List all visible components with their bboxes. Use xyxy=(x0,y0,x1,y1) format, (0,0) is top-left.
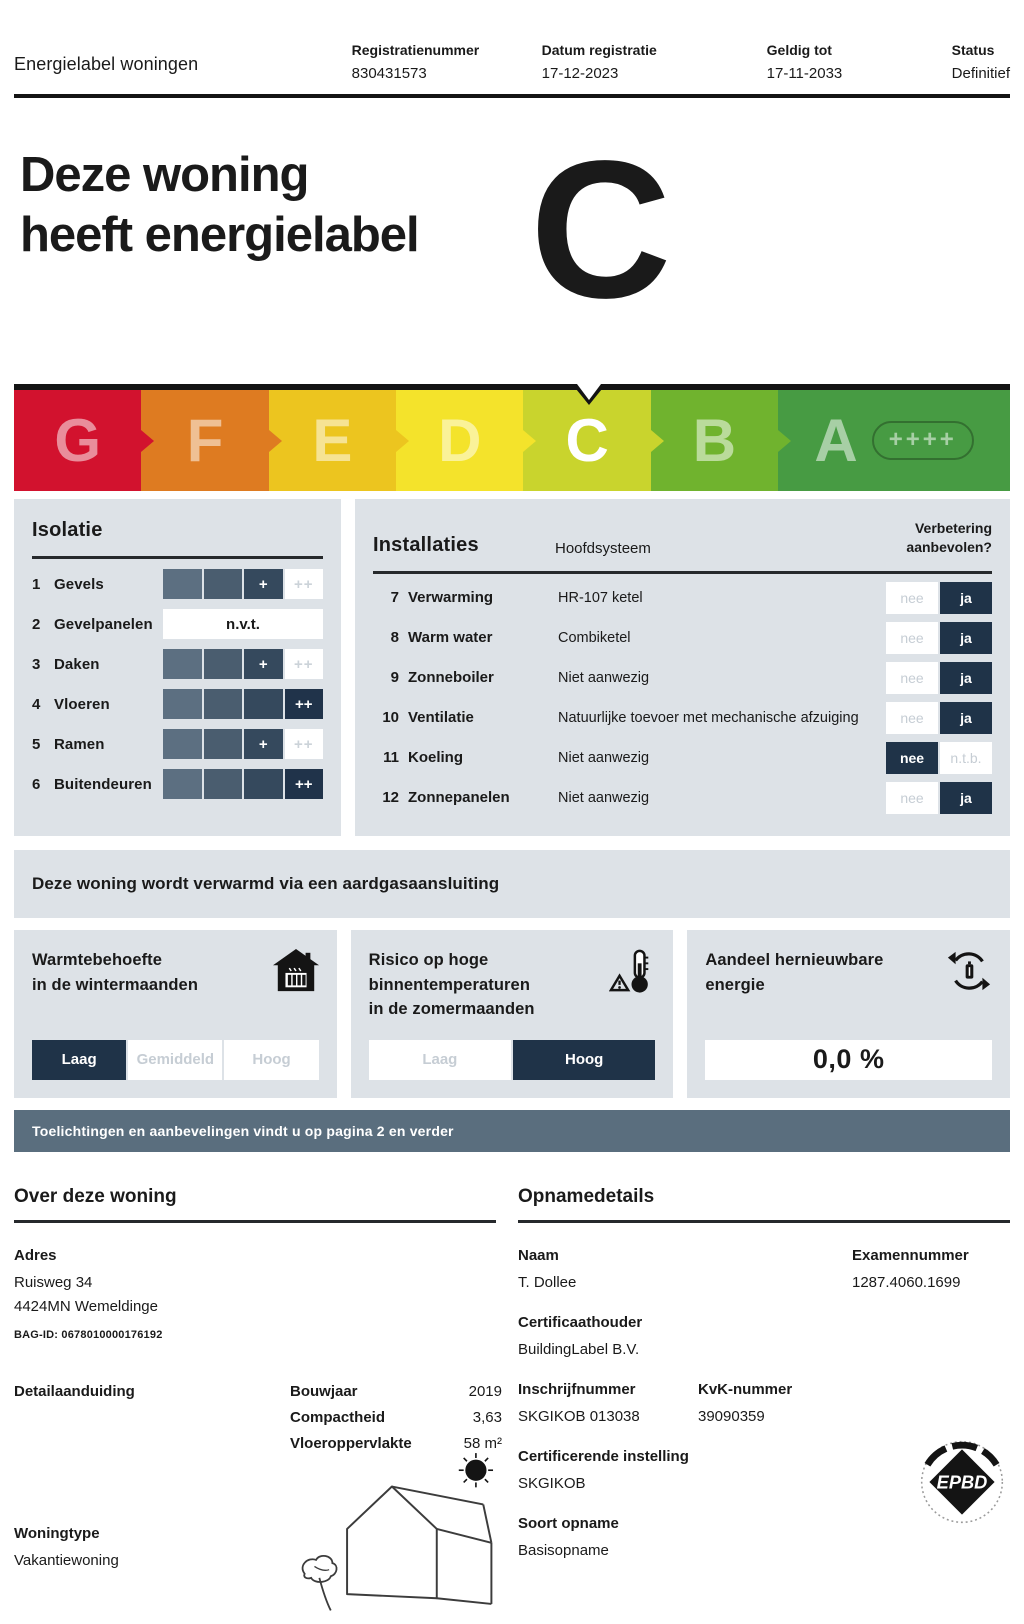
rating-bar xyxy=(163,729,323,759)
installation-row xyxy=(373,662,992,694)
divider xyxy=(32,556,323,559)
column-verbetering: Verbetering aanbevolen? xyxy=(906,520,992,555)
epbd-logo xyxy=(914,1434,1010,1530)
row-number: 8 xyxy=(390,629,399,647)
divider xyxy=(14,1220,496,1223)
row-label: Gevels xyxy=(54,575,104,593)
fact-bouwjaar xyxy=(290,1383,502,1400)
scale-letter: F xyxy=(186,407,224,474)
scale-segment-E xyxy=(269,390,396,491)
box-title-line: Aandeel hernieuwbare xyxy=(705,950,884,969)
field-value: 17-12-2023 xyxy=(541,65,619,82)
insulation-title: Isolatie xyxy=(32,519,103,541)
woningtype-block xyxy=(14,1525,286,1624)
scale-letter: G xyxy=(54,407,102,474)
energy-scale xyxy=(14,384,1010,491)
box-title xyxy=(32,948,198,998)
row-label: Koeling xyxy=(408,749,463,767)
indicator-laag: Laag xyxy=(32,1040,126,1080)
indicator-ja: ja xyxy=(940,622,992,654)
box-title xyxy=(705,948,883,998)
box-title-line: in de zomermaanden xyxy=(368,1000,535,1019)
indicator-ja: ja xyxy=(940,582,992,614)
page-title-line1: Deze woning xyxy=(20,148,309,202)
row-label: Zonnepanelen xyxy=(408,789,510,807)
hoofdsysteem-value: Niet aanwezig xyxy=(558,789,650,806)
plus-badge: ++++ xyxy=(872,421,974,460)
page-title xyxy=(14,146,1010,266)
rating-bar xyxy=(163,769,323,799)
certificaathouder-block xyxy=(518,1314,1010,1362)
field-label: Status xyxy=(951,42,995,58)
soort-opname-label: Soort opname xyxy=(518,1514,619,1532)
rating-cell xyxy=(163,649,202,679)
rating-bar xyxy=(163,649,323,679)
examennummer-label: Examennummer xyxy=(852,1246,969,1264)
heating-banner: Deze woning wordt verwarmd via een aardgasaansluiting xyxy=(14,850,1010,918)
improvement-indicator xyxy=(886,742,992,774)
adres-label: Adres xyxy=(14,1246,57,1264)
row-number: 7 xyxy=(390,589,399,607)
field-label: Registratienummer xyxy=(351,42,480,58)
scale-letter: D xyxy=(438,407,482,474)
indicator-nee: nee xyxy=(886,622,938,654)
field-label: Geldig tot xyxy=(766,42,832,58)
fact-value: 3,63 xyxy=(472,1408,502,1426)
energy-scale-segments xyxy=(14,390,1010,491)
hoofdsysteem-value: HR-107 ketel xyxy=(558,589,643,606)
certificaathouder-value: BuildingLabel B.V. xyxy=(518,1340,640,1358)
row-label: Vloeren xyxy=(54,695,110,713)
rating-cell xyxy=(163,769,202,799)
rating-cell: + xyxy=(244,569,283,599)
naam-label: Naam xyxy=(518,1246,559,1264)
installation-row xyxy=(373,782,992,814)
rating-cell: ++ xyxy=(285,769,324,799)
rating-cell: ++ xyxy=(285,729,324,759)
scale-letter: A xyxy=(814,407,858,474)
box-title-line: Risico op hoge xyxy=(368,950,489,969)
fact-value: 58 m² xyxy=(463,1434,502,1452)
column-hoofdsysteem: Hoofdsysteem xyxy=(555,539,651,557)
row-label: Verwarming xyxy=(408,589,494,607)
row-number: 11 xyxy=(383,749,399,767)
inschrijfnummer-label: Inschrijfnummer xyxy=(518,1380,636,1398)
hoofdsysteem-value: Niet aanwezig xyxy=(558,749,650,766)
field-label: Datum registratie xyxy=(541,42,657,58)
about-column xyxy=(14,1185,502,1624)
adres-block xyxy=(14,1247,286,1341)
rating-cell xyxy=(204,649,243,679)
scale-top-bar xyxy=(14,384,1010,390)
bag-id: BAG-ID: 0678010000176192 xyxy=(14,1328,163,1341)
box-warmtebehoefte xyxy=(14,930,337,1098)
rating-nvt: n.v.t. xyxy=(163,609,323,639)
energy-label-letter: C xyxy=(530,120,670,339)
installation-row xyxy=(373,702,992,734)
examennummer-block xyxy=(852,1247,1010,1295)
row-number: 6 xyxy=(32,775,41,793)
about-grid xyxy=(14,1246,502,1624)
kvk-value: 39090359 xyxy=(698,1407,765,1425)
improvement-indicator xyxy=(886,782,992,814)
row-number: 12 xyxy=(382,789,399,807)
fact-label: Bouwjaar xyxy=(290,1382,358,1400)
risico-toggle xyxy=(369,1040,656,1080)
thermometer-warning-icon xyxy=(609,948,655,994)
soort-opname-value: Basisopname xyxy=(518,1541,609,1559)
rating-bar xyxy=(163,689,323,719)
insulation-row xyxy=(32,769,323,799)
installations-header xyxy=(373,519,992,557)
installations-panel xyxy=(355,499,1010,836)
installation-row xyxy=(373,742,992,774)
row-label: Daken xyxy=(54,655,100,673)
doc-title: Energielabel woningen xyxy=(14,54,199,74)
rating-cell: ++ xyxy=(285,569,324,599)
rating-bar xyxy=(163,569,323,599)
row-number: 2 xyxy=(32,615,41,633)
hoofdsysteem-value: Natuurlijke toevoer met mechanische afzuiging xyxy=(558,709,859,726)
rating-cell xyxy=(204,769,243,799)
indicator-ntb: n.t.b. xyxy=(940,742,992,774)
scale-segment-A xyxy=(778,390,1010,491)
inschrijfnummer-block xyxy=(518,1381,698,1429)
box-title-line: energie xyxy=(705,975,765,994)
row-number: 3 xyxy=(32,655,41,673)
indicator-nee: nee xyxy=(886,702,938,734)
header-field-status xyxy=(942,42,1010,82)
scale-letter: B xyxy=(692,407,737,474)
hoofdsysteem-value: Niet aanwezig xyxy=(558,669,650,686)
page-reference-banner: Toelichtingen en aanbevelingen vindt u op pagina 2 en verder xyxy=(14,1110,1010,1152)
box-risico-binnentemperaturen xyxy=(351,930,674,1098)
box-head xyxy=(32,948,319,998)
summary-boxes xyxy=(14,930,1010,1098)
about-title: Over deze woning xyxy=(14,1185,177,1207)
rating-cell xyxy=(244,689,283,719)
box-head xyxy=(705,948,992,998)
bottom-section xyxy=(14,1152,1010,1624)
rating-cell: + xyxy=(244,649,283,679)
row-number: 10 xyxy=(382,709,399,727)
woningtype-value: Vakantiewoning xyxy=(14,1551,119,1569)
rating-cell xyxy=(204,689,243,719)
adres-line: 4424MN Wemeldinge xyxy=(14,1297,158,1315)
insulation-row xyxy=(32,609,323,639)
insulation-panel xyxy=(14,499,341,836)
naam-block xyxy=(518,1247,852,1295)
indicator-laag: Laag xyxy=(369,1040,511,1080)
improvement-indicator xyxy=(886,662,992,694)
row-label: Ventilatie xyxy=(408,709,474,727)
header-field-datum-registratie xyxy=(532,42,757,82)
current-label-notch-inner xyxy=(577,384,601,400)
certificaathouder-label: Certificaathouder xyxy=(518,1313,643,1331)
renewable-share-value: 0,0 % xyxy=(705,1040,992,1080)
improvement-indicator xyxy=(886,582,992,614)
rating-cell xyxy=(204,569,243,599)
installations-title: Installaties xyxy=(373,533,479,556)
box-title xyxy=(369,948,535,1022)
indicator-ja: ja xyxy=(940,662,992,694)
instelling-value: SKGIKOB xyxy=(518,1474,586,1492)
header-fields xyxy=(342,42,1010,82)
scale-segment-D xyxy=(396,390,523,491)
adres-line: Ruisweg 34 xyxy=(14,1273,93,1291)
installations-rows xyxy=(373,582,992,814)
insulation-row xyxy=(32,729,323,759)
rating-cell xyxy=(163,689,202,719)
page-title-line2: heeft energielabel xyxy=(20,207,419,262)
rating-cell: + xyxy=(244,729,283,759)
hoofdsysteem-value: Combiketel xyxy=(558,629,631,646)
header-field-registratienummer xyxy=(342,42,532,82)
insulation-row xyxy=(32,649,323,679)
scale-letter: E xyxy=(312,407,353,474)
fact-label: Vloeroppervlakte xyxy=(290,1434,412,1452)
scale-segment-F xyxy=(141,390,268,491)
opname-column xyxy=(518,1186,1010,1624)
installation-row xyxy=(373,582,992,614)
insulation-row xyxy=(32,569,323,599)
box-title-line: Warmtebehoefte xyxy=(32,950,163,969)
warmtebehoefte-toggle xyxy=(32,1040,319,1080)
house-radiator-icon xyxy=(273,948,319,994)
row-label: Gevelpanelen xyxy=(54,615,153,633)
opname-title: Opnamedetails xyxy=(518,1185,655,1207)
status-value: Definitief xyxy=(951,65,1010,82)
row-number: 4 xyxy=(32,695,41,713)
row-label: Zonneboiler xyxy=(408,669,494,687)
row-label: Warm water xyxy=(408,629,493,647)
header-field-geldig-tot xyxy=(757,42,942,82)
improvement-indicator xyxy=(886,622,992,654)
row-number: 1 xyxy=(32,575,41,593)
house-sun-plant-illustration xyxy=(290,1447,502,1624)
detailaanduiding-block xyxy=(14,1383,286,1461)
svg-text:EPBD: EPBD xyxy=(936,1471,988,1493)
indicator-ja: ja xyxy=(940,702,992,734)
row-number: 5 xyxy=(32,735,41,753)
row-label: Ramen xyxy=(54,735,105,753)
box-title-line: in de wintermaanden xyxy=(32,975,199,994)
insulation-row xyxy=(32,689,323,719)
opname-row xyxy=(518,1247,1010,1314)
row-number: 9 xyxy=(390,669,399,687)
rating-cell: ++ xyxy=(285,689,324,719)
box-title-line: binnentemperaturen xyxy=(368,975,530,994)
renewable-energy-icon xyxy=(946,948,992,994)
field-value: 830431573 xyxy=(351,65,427,82)
rating-cell xyxy=(204,729,243,759)
woningtype-label: Woningtype xyxy=(14,1524,100,1542)
box-hernieuwbare-energie xyxy=(687,930,1010,1098)
fact-value: 2019 xyxy=(468,1382,502,1400)
fact-compactheid xyxy=(290,1409,502,1426)
scale-segment-B xyxy=(651,390,778,491)
instelling-label: Certificerende instelling xyxy=(518,1447,689,1465)
improvement-indicator xyxy=(886,702,992,734)
detail-panels xyxy=(14,499,1010,836)
indicator-nee: nee xyxy=(886,782,938,814)
hero-section xyxy=(14,120,1010,344)
detailaanduiding-label: Detailaanduiding xyxy=(14,1382,135,1400)
rating-cell xyxy=(163,569,202,599)
rating-cell xyxy=(163,729,202,759)
installation-row xyxy=(373,622,992,654)
row-label: Buitendeuren xyxy=(54,775,152,793)
indicator-gemiddeld: Gemiddeld xyxy=(128,1040,222,1080)
field-value: 17-11-2033 xyxy=(766,65,843,82)
inschrijfnummer-value: SKGIKOB 013038 xyxy=(518,1407,640,1425)
indicator-nee: nee xyxy=(886,582,938,614)
box-head xyxy=(369,948,656,1022)
divider xyxy=(373,571,992,574)
naam-value: T. Dollee xyxy=(518,1273,577,1291)
divider xyxy=(518,1220,1010,1223)
rating-cell xyxy=(244,769,283,799)
scale-letter: C xyxy=(565,407,609,474)
indicator-nee: nee xyxy=(886,662,938,694)
examennummer-value: 1287.4060.1699 xyxy=(852,1273,961,1291)
scale-segment-G xyxy=(14,390,141,491)
indicator-nee: nee xyxy=(886,742,938,774)
fact-label: Compactheid xyxy=(290,1408,386,1426)
indicator-ja: ja xyxy=(940,782,992,814)
indicator-hoog: Hoog xyxy=(224,1040,318,1080)
insulation-rows xyxy=(32,569,323,799)
kvk-label: KvK-nummer xyxy=(698,1380,793,1398)
kvk-block xyxy=(698,1381,792,1429)
scale-segment-C xyxy=(523,390,650,491)
indicator-hoog: Hoog xyxy=(513,1040,655,1080)
rating-cell: ++ xyxy=(285,649,324,679)
document-header xyxy=(14,0,1010,98)
